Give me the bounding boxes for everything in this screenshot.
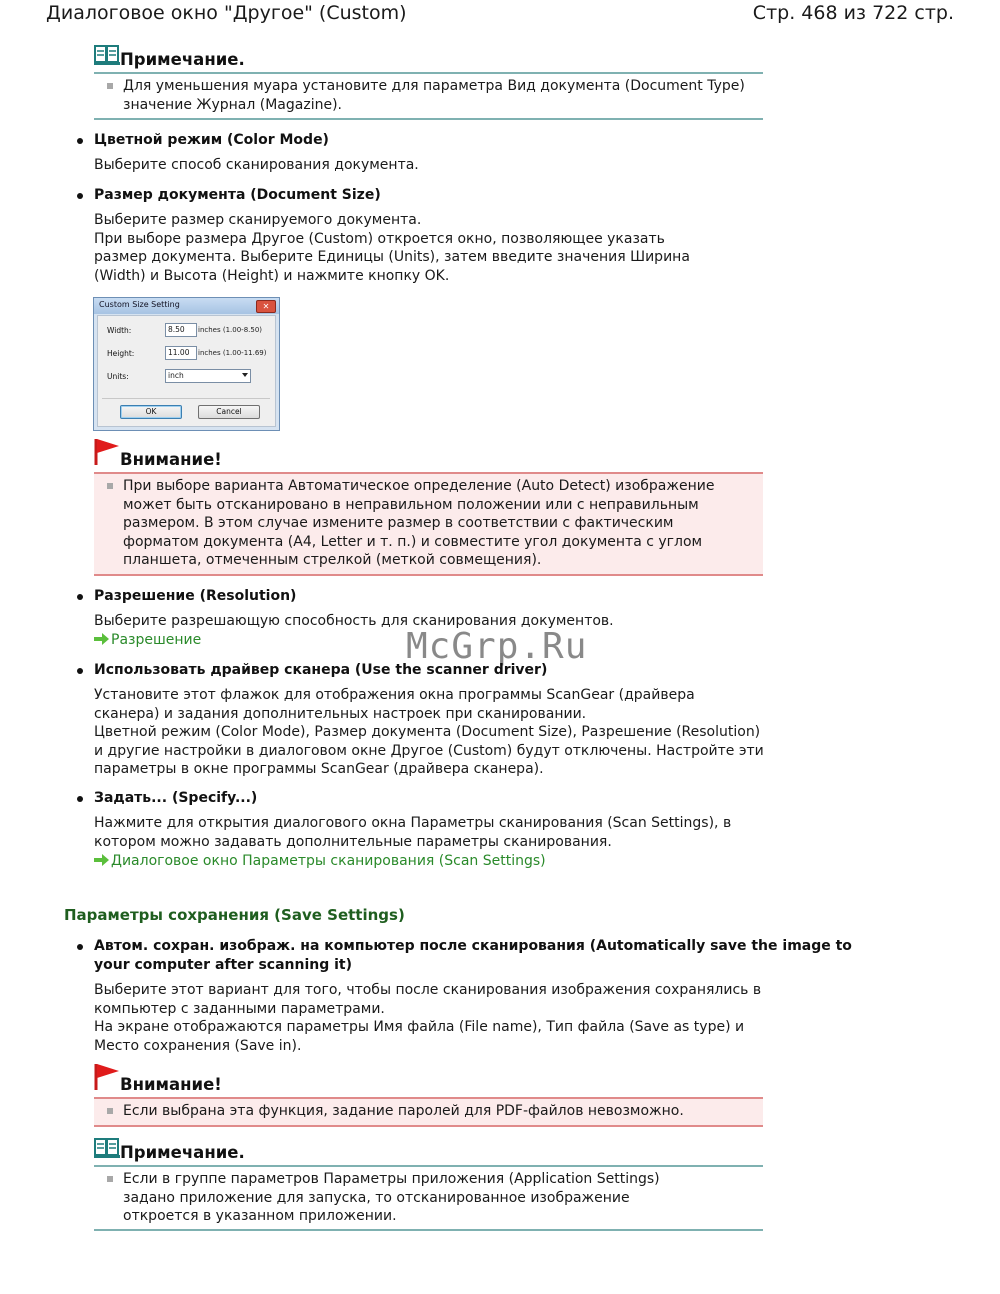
bullet-label: Цветной режим (Color Mode)	[94, 132, 329, 148]
arrow-right-icon	[94, 633, 110, 645]
note-title: Примечание.	[120, 1143, 245, 1162]
width-input[interactable]: 8.50	[165, 323, 197, 337]
bullet-label: Использовать драйвер сканера (Use the scanner driver)	[94, 662, 548, 678]
note-item: Если в группе параметров Параметры приложения (Application Settings) задано приложение для запуска, то отсканированное изображение откроется в указанном приложении.	[94, 1170, 763, 1226]
dialog-titlebar	[94, 298, 279, 314]
bullet-label-line1: Автом. сохран. изображ. на компьютер после сканирования (Automatically save the image to	[94, 938, 852, 954]
color-mode-description: Выберите способ сканирования документа.	[94, 157, 419, 173]
warning-item: При выборе варианта Автоматическое определение (Auto Detect) изображение может быть отсканировано в неправильном положении или с неправильным размером. В этом случае измените размер в соответствии с фактическим форматом документа (A4, Letter и т. п.) и совместите угол документа с углом планшета, отмеченным стрелкой (меткой совмещения).	[94, 477, 763, 570]
warning-title: Внимание!	[120, 1075, 222, 1094]
bullet-dot	[77, 594, 83, 600]
auto-save-description: Выберите этот вариант для того, чтобы после сканирования изображения сохранялись в компьютер с заданными параметрами. На экране отображаются параметры Имя файла (File name), Тип файла (Save as type) и Место сохранения (Save in).	[94, 982, 762, 1054]
close-icon[interactable]: ✕	[256, 300, 276, 313]
bullet-label: Задать... (Specify...)	[94, 790, 258, 806]
bullet-label: Разрешение (Resolution)	[94, 588, 297, 604]
warning-title: Внимание!	[120, 450, 222, 469]
width-hint: inches (1.00-8.50)	[198, 326, 263, 334]
bullet-dot	[77, 796, 83, 802]
red-flag-icon	[94, 1063, 120, 1091]
units-label: Units:	[107, 372, 129, 381]
bullet-dot	[77, 944, 83, 950]
scan-settings-link[interactable]	[94, 852, 546, 870]
dialog-content	[97, 315, 276, 427]
document-size-description: Выберите размер сканируемого документа. При выборе размера Другое (Custom) откроется окно, позволяющее указать размер документа. Выберите Единицы (Units), затем введите значения Ширина (Width) и Высота (Height) и нажмите кнопку OK.	[94, 212, 690, 284]
bullet-dot	[77, 138, 83, 144]
bullet-dot	[77, 193, 83, 199]
book-icon	[94, 1137, 120, 1159]
note-body	[94, 1168, 763, 1231]
chevron-down-icon	[242, 373, 248, 377]
warning-header	[94, 446, 763, 474]
red-flag-icon	[94, 438, 120, 466]
arrow-right-icon	[94, 854, 110, 866]
warning-header	[94, 1071, 763, 1099]
book-icon	[94, 44, 120, 66]
height-hint: inches (1.00-11.69)	[198, 349, 267, 357]
scanner-driver-description: Установите этот флажок для отображения окна программы ScanGear (драйвера сканера) и задания дополнительных настроек при сканировании. Цветной режим (Color Mode), Размер документа (Document Size), Разрешение (Resolution) и другие настройки в диалоговом окне Другое (Custom) будут отключены. Настройте эти параметры в окне программы ScanGear (драйвера сканера).	[94, 687, 764, 778]
warning-item: Если выбрана эта функция, задание паролей для PDF-файлов невозможно.	[94, 1102, 763, 1121]
note-header	[94, 1139, 763, 1167]
note-header	[94, 46, 763, 74]
scan-settings-link-text[interactable]: Диалоговое окно Параметры сканирования (Scan Settings)	[111, 853, 546, 869]
resolution-link[interactable]	[94, 631, 201, 649]
watermark: McGrp.Ru	[406, 626, 588, 667]
width-label: Width:	[107, 326, 132, 335]
bullet-dot	[77, 668, 83, 674]
resolution-link-text[interactable]: Разрешение	[111, 632, 202, 648]
cancel-button[interactable]: Cancel	[198, 405, 260, 419]
note-title: Примечание.	[120, 50, 245, 69]
page-counter: Стр. 468 из 722 стр.	[752, 2, 954, 24]
custom-size-dialog	[93, 297, 280, 431]
warning-body	[94, 474, 763, 576]
units-value: inch	[168, 371, 184, 380]
bullet-label: Размер документа (Document Size)	[94, 187, 381, 203]
bullet-label-line2: your computer after scanning it)	[94, 957, 353, 973]
warning-body	[94, 1099, 763, 1127]
page-title: Диалоговое окно "Другое" (Custom)	[46, 2, 407, 24]
dialog-title: Custom Size Setting	[99, 300, 180, 309]
height-input[interactable]: 11.00	[165, 346, 197, 360]
units-select[interactable]	[165, 369, 251, 383]
specify-description: Нажмите для открытия диалогового окна Параметры сканирования (Scan Settings), в котором можно задавать дополнительные параметры сканирования.	[94, 815, 732, 850]
dialog-divider	[102, 398, 270, 399]
height-label: Height:	[107, 349, 135, 358]
section-title-save-settings: Параметры сохранения (Save Settings)	[64, 906, 405, 924]
resolution-description: Выберите разрешающую способность для сканирования документов.	[94, 613, 614, 629]
ok-button[interactable]: OK	[120, 405, 182, 419]
note-body	[94, 75, 763, 120]
note-item: Для уменьшения муара установите для параметра Вид документа (Document Type) значение Журнал (Magazine).	[94, 77, 763, 114]
